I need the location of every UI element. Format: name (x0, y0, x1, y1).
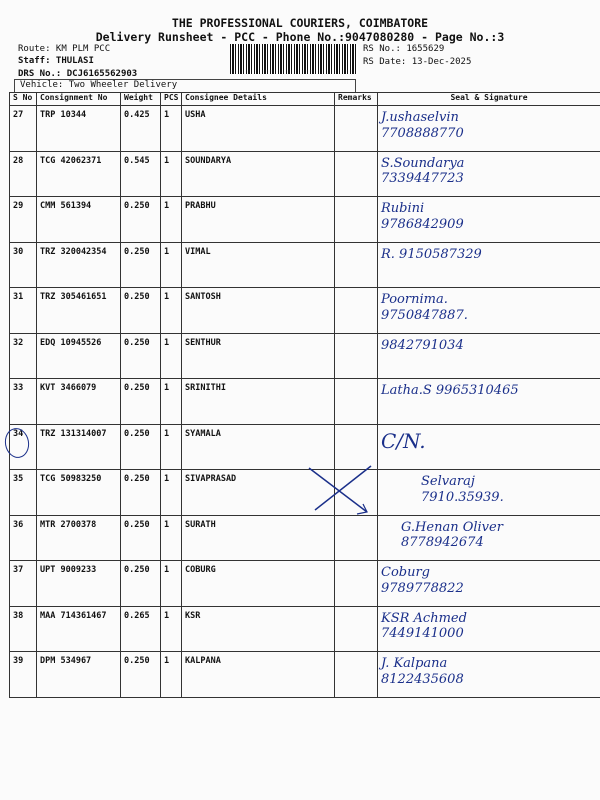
handwritten-signature: J. Kalpana 8122435608 (381, 656, 464, 687)
barcode (230, 44, 358, 74)
col-consignee: Consignee Details (182, 93, 335, 106)
sno-cell: 38 (10, 606, 37, 652)
col-consignment: Consignment No (37, 93, 121, 106)
col-signature: Seal & Signature (378, 93, 600, 106)
weight-cell: 0.250 (121, 288, 161, 334)
pcs-cell: 1 (161, 515, 182, 561)
consignee-cell: KSR (182, 606, 335, 652)
signature-cell (378, 379, 600, 425)
handwritten-signature: Coburg 9789778822 (381, 565, 464, 596)
pcs-cell: 1 (161, 379, 182, 425)
handwritten-signature: S.Soundarya 7339447723 (381, 155, 465, 187)
handwritten-signature: KSR Achmed 7449141000 (381, 610, 467, 642)
sno-cell: 27 (10, 106, 37, 152)
signature-cell (378, 151, 600, 197)
sno-cell: 29 (10, 197, 37, 243)
col-weight: Weight (121, 93, 161, 106)
table-row (10, 652, 600, 698)
table-row (10, 197, 600, 243)
consignment-cell: TRZ 320042354 (37, 242, 121, 288)
consignment-cell: CMM 561394 (37, 197, 121, 243)
sno-cell: 39 (10, 652, 37, 698)
table-row (10, 379, 600, 425)
sno-cell: 33 (10, 379, 37, 425)
signature-cell (378, 333, 600, 379)
pcs-cell: 1 (161, 197, 182, 243)
pcs-cell: 1 (161, 606, 182, 652)
pcs-cell: 1 (161, 151, 182, 197)
weight-cell: 0.250 (121, 561, 161, 607)
sno-cell: 35 (10, 470, 37, 516)
signature-cell (378, 515, 600, 561)
consignment-cell: MTR 2700378 (37, 515, 121, 561)
weight-cell: 0.265 (121, 606, 161, 652)
signature-cell (378, 470, 600, 516)
signature-cell (378, 197, 600, 243)
sno-cell: 37 (10, 561, 37, 607)
consignment-cell: UPT 9009233 (37, 561, 121, 607)
consignee-cell: SENTHUR (182, 333, 335, 379)
col-sno: S No (10, 93, 37, 106)
weight-cell: 0.545 (121, 151, 161, 197)
consignee-cell: COBURG (182, 561, 335, 607)
remarks-cell (335, 242, 378, 288)
remarks-cell (335, 288, 378, 334)
rs-number: RS No.: 1655629 (363, 44, 445, 54)
signature-cell (378, 606, 600, 652)
table-row (10, 561, 600, 607)
pcs-cell: 1 (161, 333, 182, 379)
drs-label: DRS No.: DCJ6165562903 (18, 69, 138, 79)
rs-date: RS Date: 13-Dec-2025 (363, 57, 472, 67)
pcs-cell: 1 (161, 652, 182, 698)
sno-cell: 32 (10, 333, 37, 379)
handwritten-signature: Rubini 9786842909 (381, 201, 464, 232)
remarks-cell (335, 515, 378, 561)
handwritten-signature: C/N. (381, 428, 426, 453)
consignment-cell: TCG 50983250 (37, 470, 121, 516)
table-row (10, 242, 600, 288)
sno-cell: 30 (10, 242, 37, 288)
handwritten-signature: Poornima. 9750847887. (381, 292, 468, 323)
pcs-cell: 1 (161, 106, 182, 152)
remarks-cell (335, 197, 378, 243)
consignee-cell: VIMAL (182, 242, 335, 288)
table-row (10, 333, 600, 379)
handwritten-signature: Latha.S 9965310465 (381, 383, 519, 398)
remarks-cell (335, 106, 378, 152)
signature-cell (378, 288, 600, 334)
pcs-cell: 1 (161, 424, 182, 470)
signature-cell (378, 561, 600, 607)
weight-cell: 0.250 (121, 242, 161, 288)
weight-cell: 0.250 (121, 197, 161, 243)
sno-cell: 31 (10, 288, 37, 334)
weight-cell: 0.250 (121, 652, 161, 698)
consignment-cell: DPM 534967 (37, 652, 121, 698)
table-header-row (10, 93, 600, 106)
pcs-cell: 1 (161, 242, 182, 288)
remarks-cell (335, 333, 378, 379)
consignee-cell: SANTOSH (182, 288, 335, 334)
sno-cell: 34 (10, 424, 37, 470)
remarks-cell (335, 652, 378, 698)
table-row (10, 106, 600, 152)
handwritten-signature: G.Henan Oliver 8778942674 (401, 519, 503, 551)
consignment-cell: KVT 3466079 (37, 379, 121, 425)
signature-cell (378, 424, 600, 470)
consignee-cell: PRABHU (182, 197, 335, 243)
consignee-cell: SYAMALA (182, 424, 335, 470)
signature-cell (378, 652, 600, 698)
consignment-cell: EDQ 10945526 (37, 333, 121, 379)
handwritten-signature: R. 9150587329 (381, 246, 482, 262)
pcs-cell: 1 (161, 470, 182, 516)
consignee-cell: SURATH (182, 515, 335, 561)
remarks-cell (335, 379, 378, 425)
consignment-cell: TRZ 305461651 (37, 288, 121, 334)
consignee-cell: SIVAPRASAD (182, 470, 335, 516)
consignment-cell: TCG 42062371 (37, 151, 121, 197)
weight-cell: 0.250 (121, 333, 161, 379)
vehicle-label: Vehicle: Two Wheeler Delivery (20, 80, 178, 90)
consignee-cell: SRINITHI (182, 379, 335, 425)
sno-cell: 28 (10, 151, 37, 197)
pcs-cell: 1 (161, 561, 182, 607)
remarks-cell (335, 561, 378, 607)
col-pcs: PCS (161, 93, 182, 106)
handwritten-signature: J.ushaselvin 7708888770 (381, 110, 464, 141)
weight-cell: 0.250 (121, 470, 161, 516)
staff-label: Staff: THULASI (18, 56, 94, 66)
weight-cell: 0.250 (121, 424, 161, 470)
weight-cell: 0.425 (121, 106, 161, 152)
consignment-cell: TRZ 131314007 (37, 424, 121, 470)
table-row (10, 515, 600, 561)
consignment-cell: TRP 10344 (37, 106, 121, 152)
route-label: Route: KM PLM PCC (18, 44, 111, 54)
consignee-cell: USHA (182, 106, 335, 152)
remarks-cell (335, 151, 378, 197)
table-row (10, 288, 600, 334)
weight-cell: 0.250 (121, 515, 161, 561)
handwritten-cross-mark (305, 460, 375, 520)
remarks-cell (335, 606, 378, 652)
handwritten-signature: Selvaraj 7910.35939. (421, 474, 504, 505)
runsheet-subtitle: Delivery Runsheet - PCC - Phone No.:9047080280 - Page No.:3 (95, 30, 505, 44)
runsheet-table (9, 92, 600, 698)
consignment-cell: MAA 714361467 (37, 606, 121, 652)
sno-cell: 36 (10, 515, 37, 561)
weight-cell: 0.250 (121, 379, 161, 425)
table-row (10, 151, 600, 197)
col-remarks: Remarks (335, 93, 378, 106)
signature-cell (378, 106, 600, 152)
consignee-cell: SOUNDARYA (182, 151, 335, 197)
consignee-cell: KALPANA (182, 652, 335, 698)
handwritten-signature: 9842791034 (381, 337, 464, 353)
signature-cell (378, 242, 600, 288)
company-title: THE PROFESSIONAL COURIERS, COIMBATORE (171, 16, 429, 30)
table-row (10, 606, 600, 652)
pcs-cell: 1 (161, 288, 182, 334)
